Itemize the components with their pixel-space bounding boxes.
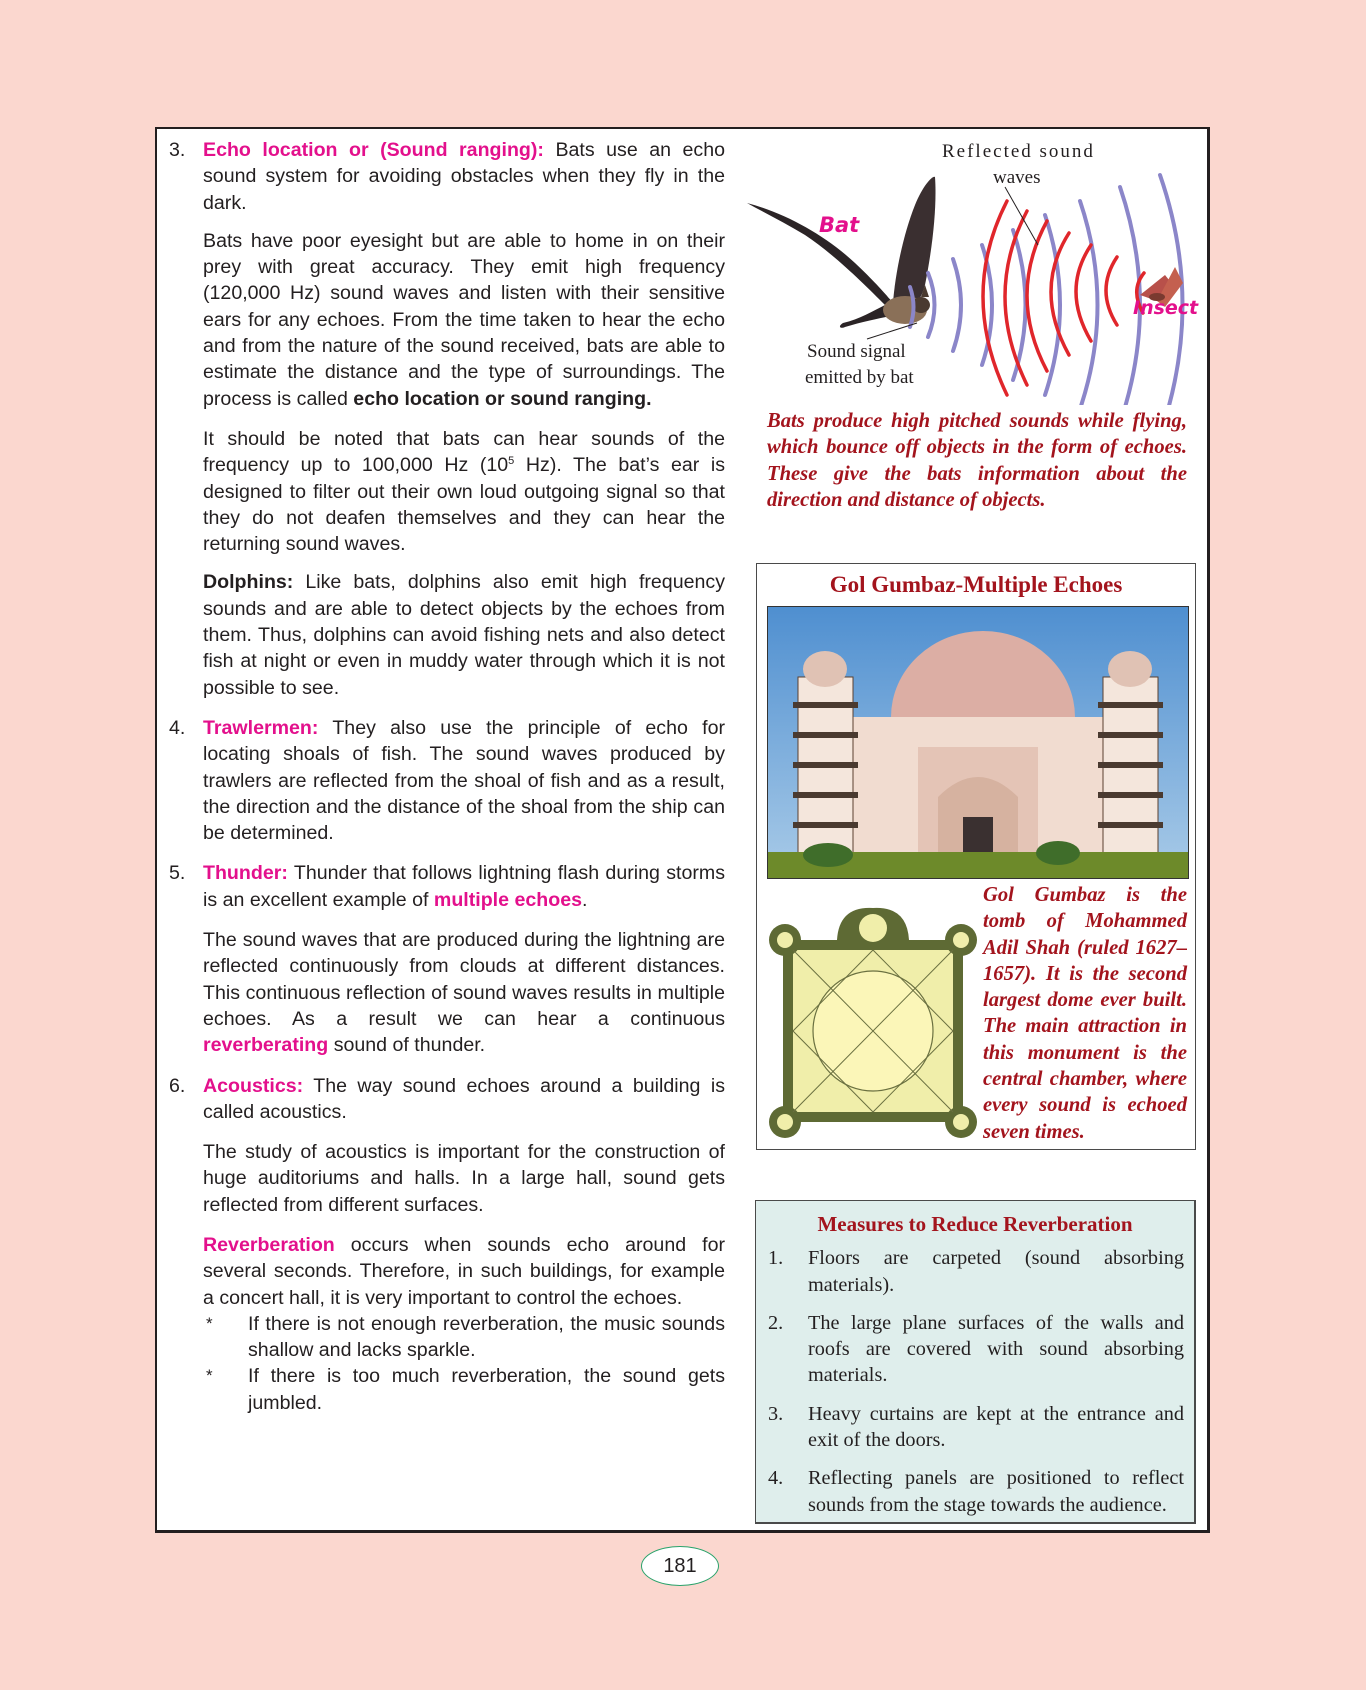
measure-item: 3. Heavy curtains are kept at the entrance and exit of the doors. — [768, 1402, 1184, 1452]
measures-box — [755, 1200, 1196, 1524]
asterisk-bullet-icon: * — [206, 1313, 213, 1333]
bat-label: Bat — [819, 213, 860, 237]
gol-gumbaz-box — [756, 563, 1196, 1150]
page-number: 181 — [641, 1546, 719, 1586]
item-heading: Thunder: — [203, 862, 288, 885]
highlight-term: Reverberation — [203, 1233, 335, 1256]
reflected-waves-label-2: waves — [993, 167, 1041, 188]
gol-gumbaz-caption: Gol Gumbaz is the tomb of Mohammed Adil Shah (ruled 1627–1657). It is the second largest dome ever built. The main attraction in this monument is the central chamber, where every sound is echoed seven times. — [983, 884, 1187, 1143]
reflected-waves-label: Reflected sound — [942, 141, 1095, 162]
gol-gumbaz-floor-plan — [767, 904, 979, 1140]
list-item-echo-location — [169, 137, 725, 701]
list-item-acoustics: 6. Acoustics: The way sound echoes around a building is called acoustics. The study of acoustics is important for the construction of huge auditoriums and halls. In a large hall, sound gets reflected from different surfaces. Reverberation occurs when sounds echo around for several seconds. Therefore, in such buildings, for example a concert hall, it is very important to control the echoes. * If there is not enough reverberation, the music sounds shallow and lacks sparkle. * If there is too much reverberation, the sound gets jumbled. — [169, 1073, 725, 1417]
item-number: 6. — [169, 1074, 186, 1097]
acoustics-paragraph: The study of acoustics is important for the construction of huge auditoriums and halls. In a large hall, sound gets reflected from different surfaces. — [203, 1141, 725, 1216]
asterisk-bullet-icon: * — [206, 1366, 213, 1386]
pointer-line — [1005, 187, 1038, 245]
item-number: 4. — [169, 716, 186, 739]
bullet-item: * If there is too much reverberation, the sound gets jumbled. — [206, 1365, 725, 1414]
item-heading: Acoustics: — [203, 1074, 304, 1097]
highlight-term: reverberating — [203, 1034, 329, 1057]
bat-echolocation-figure — [745, 135, 1205, 405]
item-number: 3. — [169, 139, 186, 161]
item-heading: Trawlermen: — [203, 716, 319, 739]
thunder-paragraph: The sound waves that are produced during the lightning are reflected continuously from clouds at different distances. This continuous reflection of sound waves results in multiple echoes. As a result we can hear a continuous reverberating sound of thunder. — [203, 929, 725, 1057]
gol-gumbaz-title: Gol Gumbaz-Multiple Echoes — [829, 572, 1123, 597]
list-item-trawlermen: 4. Trawlermen: They also use the principle of echo for locating shoals of fish. The sound waves produced by trawlers are reflected from the shoal of fish and as a result, the direction and the distance of the shoal from the ship can be determined. — [169, 716, 725, 845]
reverberation-paragraph: Reverberation occurs when sounds echo around for several seconds. Therefore, in such buildings, for example a concert hall, it is very important to control the echoes. — [203, 1233, 725, 1309]
bat-icon — [747, 177, 936, 328]
dolphins-paragraph: Dolphins: Like bats, dolphins also emit high frequency sounds and are able to detect objects by the echoes from them. Thus, dolphins can avoid fishing nets and also detect fish at night or even in muddy water through which it is not possible to see. — [203, 571, 725, 699]
item-intro: Echo location or (Sound ranging): Bats use an echo sound system for avoiding obstacles when they fly in the dark. — [203, 139, 726, 214]
measure-item: 1. Floors are carpeted (sound absorbing materials). — [768, 1247, 1184, 1296]
measure-item: 2. The large plane surfaces of the walls and roofs are covered with sound absorbing materials. — [768, 1311, 1184, 1387]
floor-plan-icon — [767, 904, 979, 1140]
monument-photo-icon — [768, 607, 1188, 878]
list-item-thunder: 5. Thunder: Thunder that follows lightning flash during storms is an excellent example of multiple echoes. The sound waves that are produced during the lightning are reflected continuously from clouds at different distances. This continuous reflection of sound waves results in multiple echoes. As a result we can hear a continuous reverberating sound of thunder. — [169, 860, 725, 1058]
insect-label: Insect — [1133, 297, 1199, 319]
superscript: 5 — [508, 455, 515, 468]
item-heading: Echo location or (Sound ranging): — [203, 139, 544, 161]
reflected-waves-icon — [983, 201, 1144, 395]
gol-gumbaz-photo — [767, 606, 1189, 879]
bullet-item: * If there is not enough reverberation, the music sounds shallow and lacks sparkle. — [206, 1312, 725, 1362]
measure-item: 4. Reflecting panels are positioned to reflect sounds from the stage towards the audience. — [768, 1467, 1184, 1516]
bold-term: echo location or sound ranging — [353, 387, 647, 410]
sound-signal-label: Sound signal — [807, 341, 906, 362]
pointer-line — [867, 323, 917, 339]
item-number: 5. — [169, 862, 186, 885]
bats-paragraph: Bats have poor eyesight but are able to home in on their prey with great accuracy. They emit high frequency (120,000 Hz) sound waves and listen with their sensitive ears for any echoes. From the time taken to hear the echo and from the nature of the sound received, bats are able to estimate the distance and the type of surroundings. The process is called echo location or sound ranging. — [203, 229, 725, 410]
main-text-column — [169, 137, 725, 1416]
measures-title: Measures to Reduce Reverberation — [817, 1212, 1133, 1236]
sound-signal-label-2: emitted by bat — [805, 367, 914, 388]
highlight-term: multiple echoes — [433, 888, 582, 911]
bat-hearing-paragraph: It should be noted that bats can hear sounds of the frequency up to 100,000 Hz ($10^5$ Hz). The bat’s ear is designed to filter out their own loud outgoing signal so that they do not deafen themselves and they can hear the returning sound waves. — [203, 427, 726, 556]
dolphins-label: Dolphins: — [203, 571, 294, 594]
bat-figure-caption: Bats produce high pitched sounds while flying, which bounce off objects in the form of echoes. These give the bats information about the direction and distance of objects. — [767, 410, 1187, 512]
